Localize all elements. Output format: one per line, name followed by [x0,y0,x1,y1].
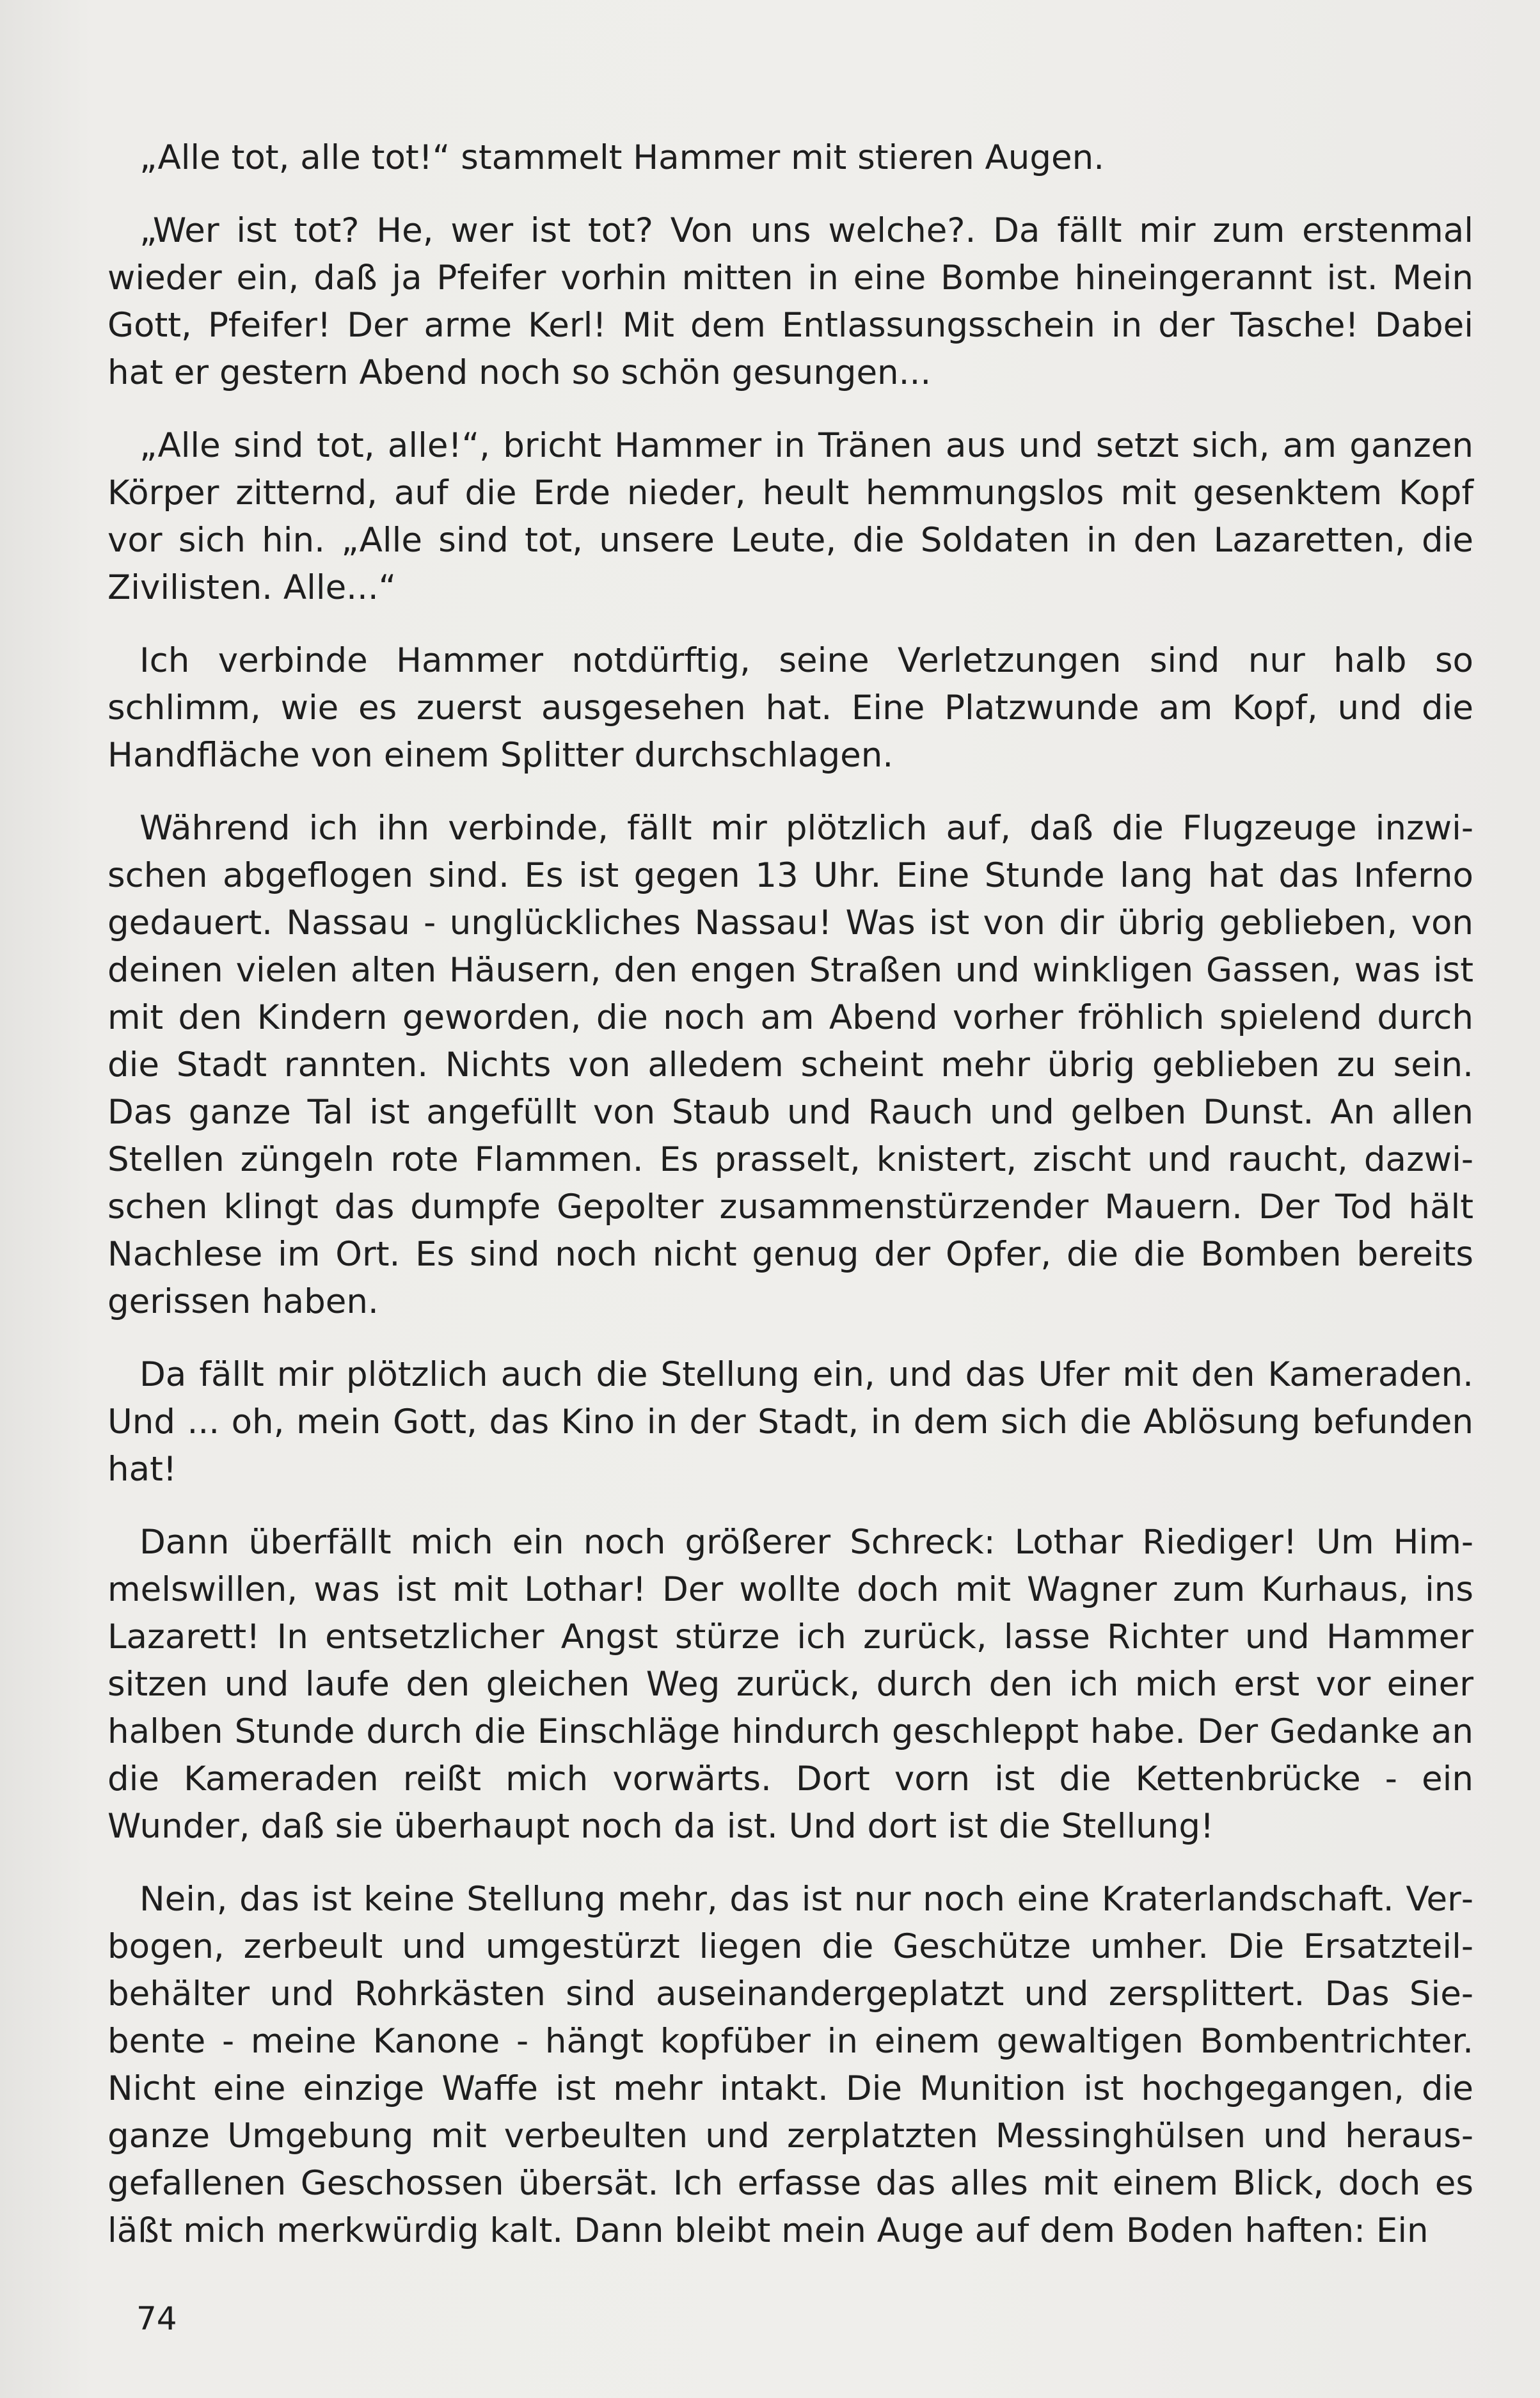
paragraph-7: Dann überfällt mich ein noch größerer Schreck: Lothar Riediger! Um Himmelswillen, was ist mit Lothar! Der wollte doch mit Wagner zum Kurhaus, ins Lazarett! In entsetzlicher Angst stürze ich zurück, lasse Richter und Hammer sitzen und laufe den gleichen Weg zurück, durch den ich mich erst vor einer halben Stunde durch die Einschläge hindurch geschleppt habe. Der Gedanke an die Kameraden reißt mich vorwärts. Dort vorn ist die Kettenbrücke - ein Wunder, daß sie überhaupt noch da ist. Und dort ist die Stellung! [107,1523,1473,1846]
paragraph-5: Während ich ihn verbinde, fällt mir plötzlich auf, daß die Flugzeuge inzwischen abgeflogen sind. Es ist gegen 13 Uhr. Eine Stunde lang hat das Inferno gedauert. Nassau - unglückliches Nassau! Was ist von dir übrig geblieben, von deinen vielen alten Häusern, den engen Straßen und winkligen Gassen, was ist mit den Kindern geworden, die noch am Abend vorher fröhlich spielend durch die Stadt rannten. Nichts von alledem scheint mehr übrig geblieben zu sein. Das ganze Tal ist angefüllt von Staub und Rauch und gelben Dunst. An allen Stellen züngeln rote Flammen. Es prasselt, knistert, zischt und raucht, dazwischen klingt das dumpfe Gepolter zusammenstürzender Mauern. Der Tod hält Nachlese im Ort. Es sind noch nicht genug der Opfer, die die Bomben bereits gerissen haben. [107,809,1473,1321]
paragraph-3: „Alle sind tot, alle!“, bricht Hammer in Tränen aus und setzt sich, am ganzen Körper zitternd, auf die Erde nieder, heult hemmungslos mit gesenktem Kopf vor sich hin. „Alle sind tot, unsere Leute, die Soldaten in den Lazaretten, die Zivilisten. Alle...“ [107,426,1473,607]
body-text [107,134,1473,2280]
paragraph-6: Da fällt mir plötzlich auch die Stellung ein, und das Ufer mit den Kameraden. Und ... oh, mein Gott, das Kino in der Stadt, in dem sich die Ablösung befunden hat! [107,1355,1473,1489]
page-number: 74 [136,2300,177,2337]
paragraph-2: „Wer ist tot? He, wer ist tot? Von uns welche?. Da fällt mir zum erstenmal wieder ein, daß ja Pfeifer vorhin mitten in eine Bombe hineingerannt ist. Mein Gott, Pfeifer! Der arme Kerl! Mit dem Entlassungsschein in der Tasche! Dabei hat er gestern Abend noch so schön gesungen... [107,211,1473,392]
paragraph-1: „Alle tot, alle tot!“ stammelt Hammer mit stieren Augen. [139,138,1105,177]
paragraph-8: Nein, das ist keine Stellung mehr, das ist nur noch eine Kraterlandschaft. Verbogen, zerbeult und umgestürzt liegen die Geschütze umher. Die Ersatzteilbehälter und Rohrkästen sind auseinandergeplatzt und zersplittert. Das Siebente - meine Kanone - hängt kopfüber in einem gewaltigen Bombentrichter. Nicht eine einzige Waffe ist mehr intakt. Die Munition ist hochgegangen, die ganze Umgebung mit verbeulten und zerplatzten Messinghülsen und herausgefallenen Geschossen übersät. Ich erfasse das alles mit einem Blick, doch es läßt mich merkwürdig kalt. Dann bleibt mein Auge auf dem Boden haften: Ein [107,1880,1473,2250]
paragraph-4: Ich verbinde Hammer notdürftig, seine Verletzungen sind nur halb so schlimm, wie es zuerst ausgesehen hat. Eine Platzwunde am Kopf, und die Handfläche von einem Splitter durchschlagen. [107,641,1473,775]
